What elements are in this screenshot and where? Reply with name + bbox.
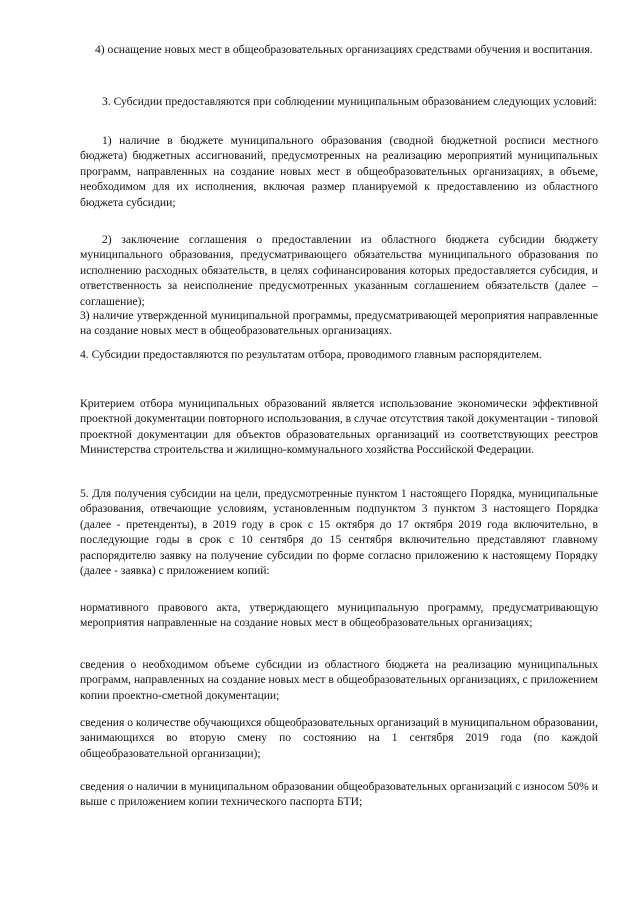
paragraph-selection-criterion: Критерием отбора муниципальных образований является использование экономически эффективной проектной документации повторного использования, в случае отсутствия такой документации - типовой проектной документации для объектов образовательных организаций из соответствующих реестров Министерства строительства и жилищно-коммунального хозяйства Российской Федерации. <box>80 397 598 457</box>
paragraph-attachment-1: нормативного правового акта, утверждающего муниципальную программу, предусматривающую мероприятия направленные на создание новых мест в общеобразовательных организациях; <box>80 601 598 630</box>
paragraph-section-5: 5. Для получения субсидии на цели, предусмотренные пунктом 1 настоящего Порядка, муниципальные образования, отвечающие условиям, установленным подпунктом 3 пунктом 3 настоящего Порядка (далее - претенденты), в 2019 году в срок с 15 октября до 17 октября 2019 года включительно, в последующие годы в срок с 10 сентября до 15 сентября включительно представляют главному распорядителю заявку на получение субсидии по форме согласно приложению к настоящему Порядку (далее - заявка) с приложением копий: <box>80 487 598 578</box>
paragraph-condition-1: 1) наличие в бюджете муниципального образования (сводной бюджетной росписи местного бюджета) бюджетных ассигнований, предусмотренных на реализацию мероприятий муниципальных программ, направленных на создание новых мест в общеобразовательных организациях, в объеме, необходимом для их исполнения, включая размер планируемой к предоставлению из областного бюджета субсидии; <box>80 134 598 209</box>
paragraph-attachment-4: сведения о наличии в муниципальном образовании общеобразовательных организаций с износом 50% и выше с приложением копии технического паспорта БТИ; <box>80 780 598 809</box>
paragraph-attachment-2: сведения о необходимом объеме субсидии из областного бюджета на реализацию муниципальных программ, направленных на создание новых мест в общеобразовательных организациях, с приложением копии проектно-сметной документации; <box>80 658 598 702</box>
paragraph-subitem-4: 4) оснащение новых мест в общеобразовательных организациях средствами обучения и воспитания. <box>95 43 593 56</box>
paragraph-attachment-3: сведения о количестве обучающихся общеобразовательных организаций в муниципальном образовании, занимающихся во вторую смену по состоянию на 1 сентября 2019 года (по каждой общеобразовательной организации); <box>80 716 598 760</box>
paragraph-section-4: 4. Субсидии предоставляются по результатам отбора, проводимого главным распорядителем. <box>80 348 542 361</box>
paragraph-section-3: 3. Субсидии предоставляются при соблюдении муниципальным образованием следующих условий: <box>102 95 597 108</box>
paragraph-condition-2: 2) заключение соглашения о предоставлении из областного бюджета субсидии бюджету муниципального образования, предусматривающего обязательства муниципального образования по исполнению расходных обязательств, в целях софинансирования которых предоставляется субсидия, и ответственность за неисполнение предусмотренных указанным соглашением обязательств (далее – соглашение); <box>80 233 598 308</box>
paragraph-condition-3: 3) наличие утвержденной муниципальной программы, предусматривающей мероприятия направленные на создание новых мест в общеобразовательных организациях. <box>80 309 598 338</box>
